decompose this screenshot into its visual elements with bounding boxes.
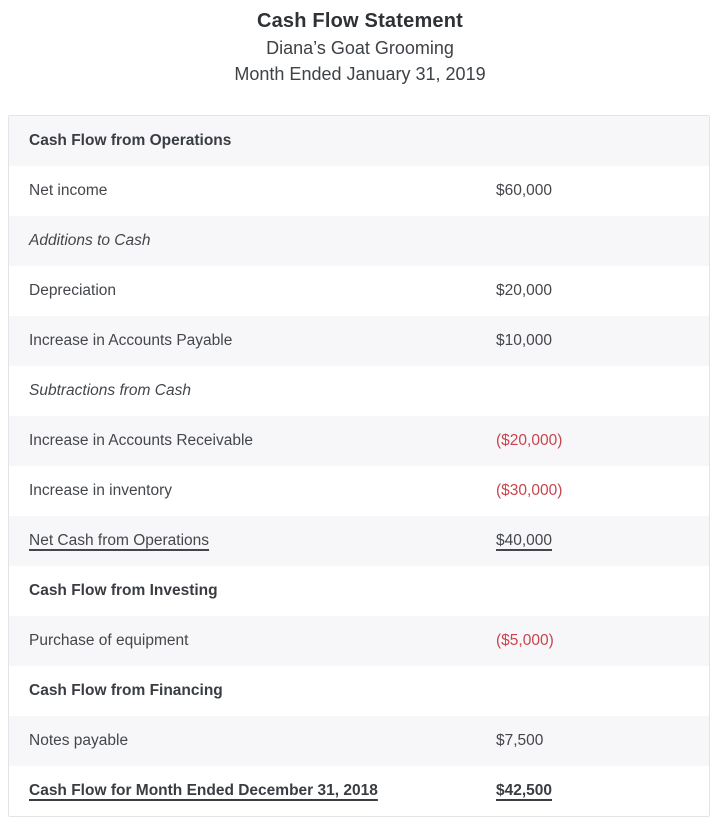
row-label: Increase in inventory xyxy=(29,482,173,499)
row-value: $40,000 xyxy=(496,532,553,549)
row-value: $42,500 xyxy=(496,782,553,799)
row-label: Increase in Accounts Receivable xyxy=(29,432,254,449)
statement-row xyxy=(9,466,709,516)
statement-row xyxy=(9,316,709,366)
row-label: Cash Flow for Month Ended December 31, 2018 xyxy=(29,782,378,799)
row-label: Cash Flow from Operations xyxy=(29,132,232,149)
row-label: Net income xyxy=(29,182,108,199)
row-label: Cash Flow from Financing xyxy=(29,682,223,699)
statement-row xyxy=(9,116,709,166)
row-value: $10,000 xyxy=(496,332,553,349)
statement-row xyxy=(9,616,709,666)
page-title: Cash Flow Statement xyxy=(256,10,464,32)
statement-row xyxy=(9,666,709,716)
row-label: Subtractions from Cash xyxy=(29,382,191,399)
statement-row xyxy=(9,516,709,566)
statement-row xyxy=(9,366,709,416)
row-label: Additions to Cash xyxy=(29,232,151,249)
row-value: ($20,000) xyxy=(496,432,563,449)
document-header xyxy=(0,0,720,87)
row-value: ($5,000) xyxy=(496,632,554,649)
row-value: $60,000 xyxy=(496,182,553,199)
statement-row xyxy=(9,716,709,766)
statement-row xyxy=(9,416,709,466)
row-label: Increase in Accounts Payable xyxy=(29,332,233,349)
statement-table xyxy=(8,115,710,817)
row-value: $7,500 xyxy=(496,732,544,749)
statement-row xyxy=(9,216,709,266)
period-label: Month Ended January 31, 2019 xyxy=(234,64,486,84)
statement-row xyxy=(9,166,709,216)
statement-row xyxy=(9,266,709,316)
company-name: Diana’s Goat Grooming xyxy=(266,38,454,58)
statement-row xyxy=(9,566,709,616)
row-value: $20,000 xyxy=(496,282,553,299)
statement-row xyxy=(9,766,709,816)
row-label: Purchase of equipment xyxy=(29,632,189,649)
row-label: Cash Flow from Investing xyxy=(29,582,218,599)
row-label: Net Cash from Operations xyxy=(29,532,210,549)
row-label: Notes payable xyxy=(29,732,129,749)
row-value: ($30,000) xyxy=(496,482,563,499)
row-label: Depreciation xyxy=(29,282,117,299)
